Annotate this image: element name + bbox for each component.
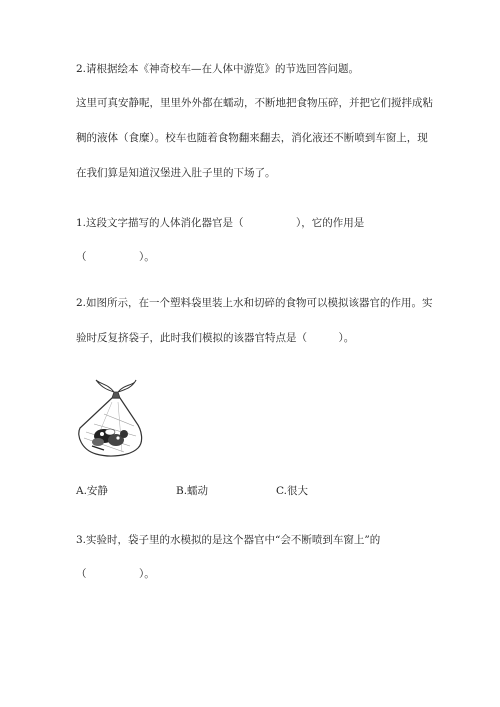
plastic-bag-with-food-icon [74,376,154,460]
subquestion-1-line-2: （ ）。 [76,251,155,263]
passage-line-2: 稠的液体（食糜）。校车也随着食物翻来翻去，消化液还不断喷到车窗上，现 [76,132,428,144]
option-b: B.蠕动 [176,485,209,497]
passage-line-1: 这里可真安静呢，里里外外都在蠕动，不断地把食物压碎，并把它们搅拌成粘 [76,97,433,109]
option-a: A.安静 [76,485,108,497]
passage-line-3: 在我们算是知道汉堡进入肚子里的下场了。 [76,167,276,179]
option-c: C.很大 [276,485,308,497]
subquestion-3-line-1: 3.实验时，袋子里的水模拟的是这个器官中“会不断喷到车窗上”的 [76,534,381,546]
subquestion-1-line-1: 1.这段文字描写的人体消化器官是（ ），它的作用是 [76,217,365,229]
subquestion-2-line-2: 验时反复挤袋子，此时我们模拟的该器官特点是（ ）。 [76,332,355,344]
question-prompt: 2.请根据绘本《神奇校车—在人体中游览》的节选回答问题。 [76,63,360,75]
subquestion-2-line-1: 2.如图所示，在一个塑料袋里装上水和切碎的食物可以模拟该器官的作用。实 [76,297,433,309]
subquestion-3-line-2: （ ）。 [76,568,155,580]
